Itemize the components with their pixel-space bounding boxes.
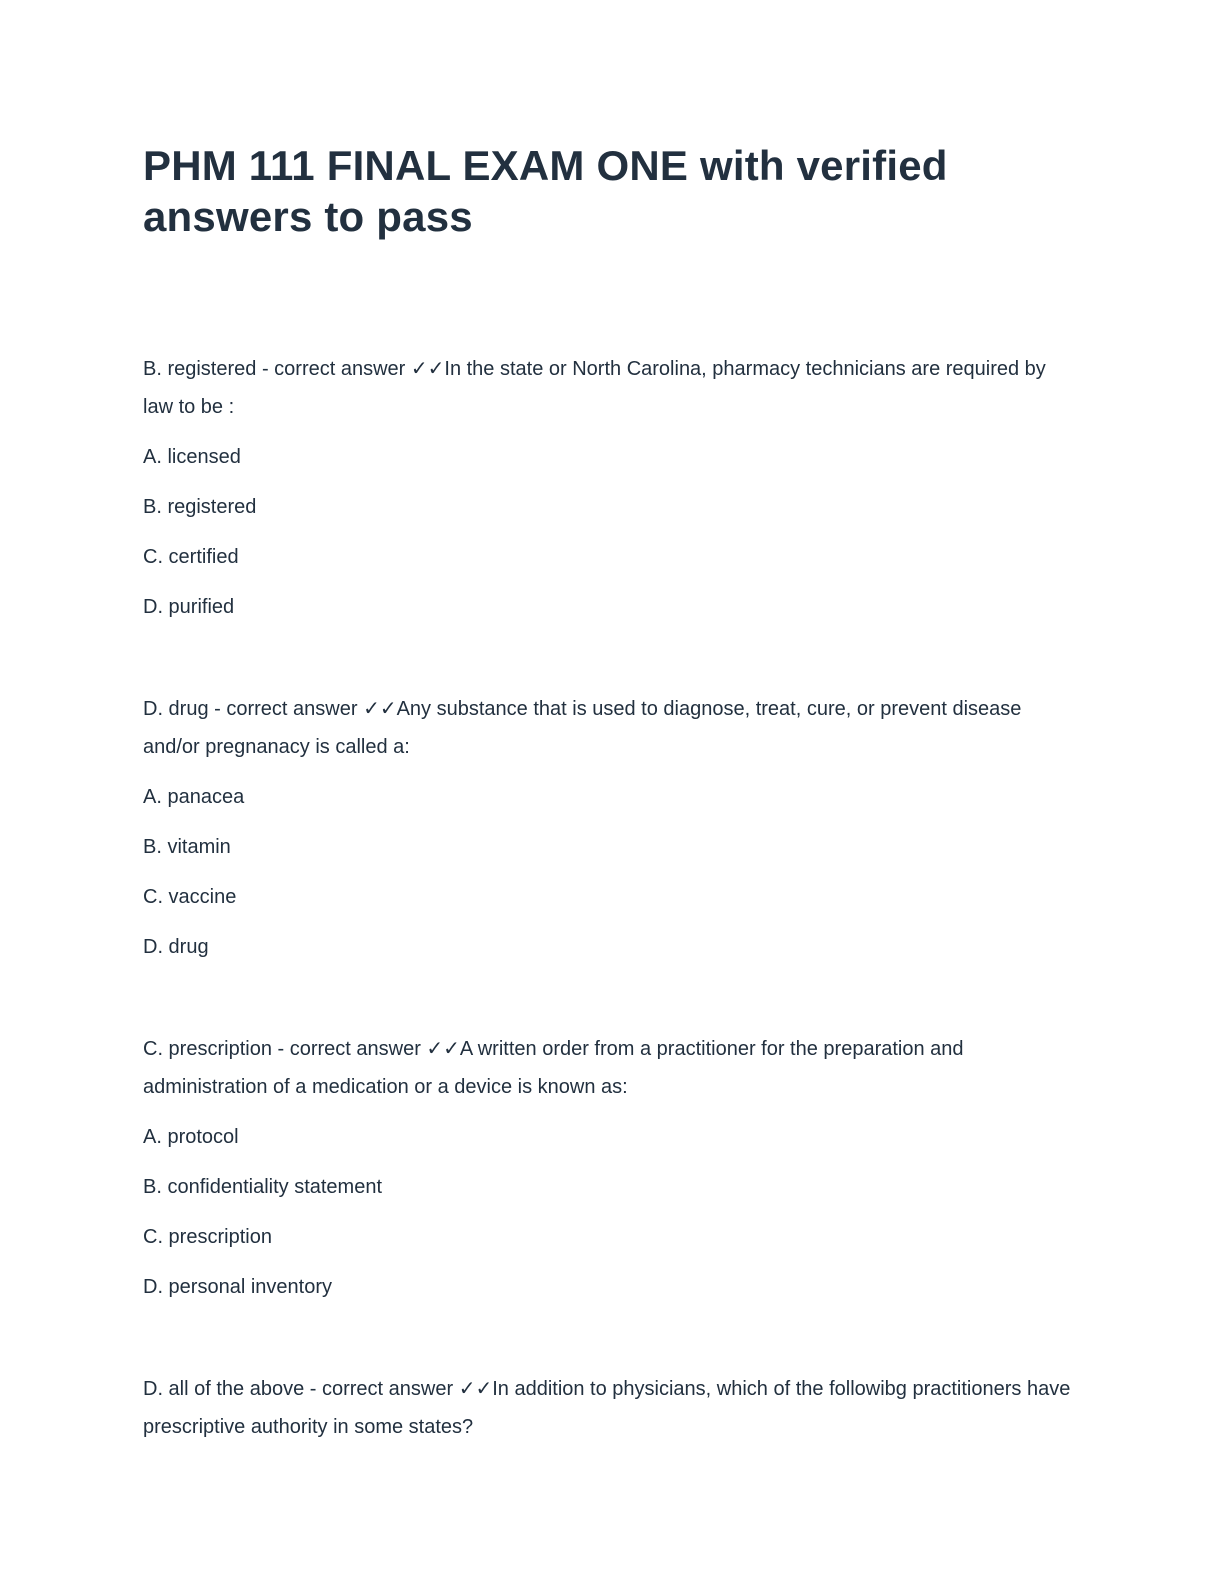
option-item: D. drug	[143, 936, 209, 959]
question-block	[143, 1030, 1080, 1306]
option-item: C. certified	[143, 546, 239, 569]
page-title: PHM 111 FINAL EXAM ONE with verified answers to pass	[143, 142, 948, 241]
answer-line: D. drug - correct answer ✓✓Any substance that is used to diagnose, treat, cure, or prevent disease and/or pregnanacy is called a:	[143, 698, 1022, 759]
option-item: B. confidentiality statement	[143, 1176, 383, 1199]
answer-line: D. all of the above - correct answer ✓✓In addition to physicians, which of the followibg practitioners have prescriptive authority in some states?	[143, 1378, 1071, 1439]
option-item: C. prescription	[143, 1226, 272, 1249]
option-item: D. personal inventory	[143, 1276, 332, 1299]
option-item: A. protocol	[143, 1126, 239, 1149]
option-item: D. purified	[143, 596, 235, 619]
question-block	[143, 350, 1080, 626]
option-item: A. panacea	[143, 786, 245, 809]
answer-line: B. registered - correct answer ✓✓In the state or North Carolina, pharmacy technicians are required by law to be :	[143, 358, 1046, 419]
option-item: B. registered	[143, 496, 257, 519]
option-item: B. vitamin	[143, 836, 231, 859]
question-block	[143, 690, 1080, 966]
option-item: A. licensed	[143, 446, 241, 469]
answer-line: C. prescription - correct answer ✓✓A written order from a practitioner for the preparation and administration of a medication or a device is known as:	[143, 1038, 964, 1099]
question-block	[143, 1370, 1080, 1446]
option-item: C. vaccine	[143, 886, 237, 909]
